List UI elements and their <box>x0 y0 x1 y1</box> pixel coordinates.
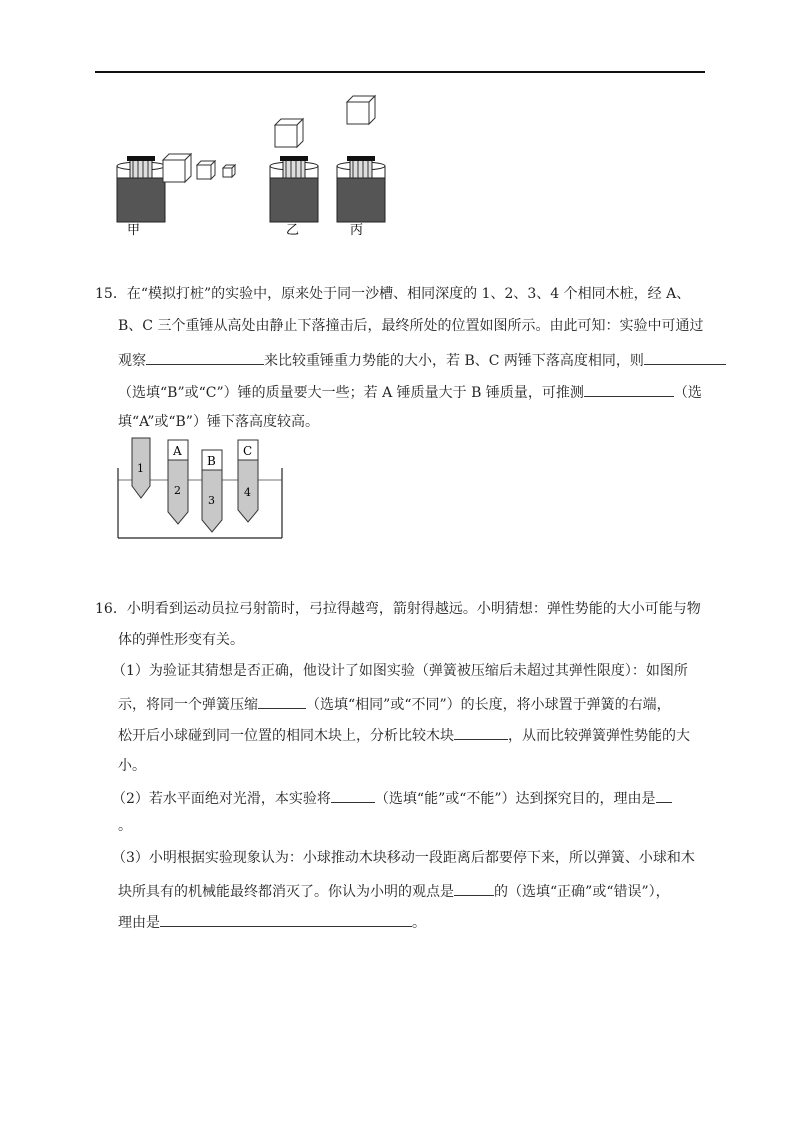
q16-line5-text-a: 松开后小球碰到同一位置的相同木块上，分析比较木块 <box>118 728 454 744</box>
stake-3-label: 3 <box>208 494 215 507</box>
q16-line8: 。 <box>118 818 132 834</box>
q16-blank-reason-2[interactable] <box>656 787 672 803</box>
q15-blank-hammer-bc[interactable] <box>644 349 726 365</box>
cube-above-bing <box>347 96 375 124</box>
figure-containers-cubes <box>105 90 395 240</box>
q16-line4-text-b: （选填“相同”或“不同”）的长度，将小球置于弹簧的右端， <box>306 697 671 713</box>
q16-line11-text-a: 理由是 <box>118 915 160 931</box>
cube-medium <box>197 161 215 179</box>
stake-1-label: 1 <box>137 462 144 475</box>
q16-blank-reason-3[interactable] <box>160 911 412 927</box>
hammer-c-label: C <box>243 444 253 458</box>
q16-line5-text-b: ，从而比较弹簧弹性势能的大 <box>508 728 690 744</box>
q16-blank-compress[interactable] <box>258 693 306 709</box>
stake-4-label: 4 <box>244 486 251 499</box>
figure-sand-piles <box>116 432 288 544</box>
label-bing: 丙 <box>350 223 364 238</box>
q16-line4-text-a: 示，将同一个弹簧压缩 <box>118 697 258 713</box>
stake-2-label: 2 <box>174 484 181 497</box>
q16-line5 <box>118 724 690 746</box>
q16-line9: （3）小明根据实验现象认为：小球推动木块移动一段距离后都要停下来，所以弹簧、小球和木 <box>112 850 695 866</box>
q16-line2: 体的弹性形变有关。 <box>118 632 244 648</box>
q15-blank-hammer-ab[interactable] <box>584 381 674 397</box>
q16-line11-text-b: 。 <box>412 915 426 931</box>
q15-line3 <box>118 349 726 371</box>
q16-line1: 16．小明看到运动员拉弓射箭时，弓拉得越弯，箭射得越远。小明猜想：弹性势能的大小可能与物 <box>95 601 701 617</box>
q16-blank-viewpoint[interactable] <box>454 880 494 896</box>
q16-line10 <box>118 880 670 902</box>
q16-blank-block[interactable] <box>454 724 508 740</box>
container-jia <box>117 156 165 222</box>
q15-line3-text-a: 观察 <box>118 353 146 369</box>
q16-line10-text-a: 块所具有的机械能最终都消灭了。你认为小明的观点是 <box>118 884 454 900</box>
q16-line6: 小。 <box>118 758 146 774</box>
q15-line4-text-b: （选 <box>673 385 702 401</box>
q16-line7 <box>112 787 672 809</box>
q15-line4 <box>118 381 702 403</box>
q16-line3: （1）为验证其猜想是否正确，他设计了如图实验（弹簧被压缩后未超过其弹性限度）：如图所 <box>112 663 688 679</box>
cube-above-yi <box>275 119 303 147</box>
q15-blank-observe[interactable] <box>146 349 264 365</box>
q16-line11 <box>118 911 426 933</box>
q16-line4 <box>118 693 671 715</box>
container-yi <box>270 156 318 222</box>
q16-line7-text-b: （选填“能”或“不能”）达到探究目的，理由是 <box>374 791 656 807</box>
hammer-a-label: A <box>173 444 182 458</box>
header-rule <box>95 71 705 73</box>
q16-blank-can[interactable] <box>331 787 375 803</box>
q15-line4-text-a: （选填“B”或“C”）锤的质量要大一些；若 A 锤质量大于 B 锤质量，可推测 <box>118 385 584 401</box>
cube-large <box>163 154 191 182</box>
q15-line2: B、C 三个重锤从高处由静止下落撞击后，最终所处的位置如图所示。由此可知：实验中可通过 <box>118 318 704 334</box>
cube-small <box>223 165 235 177</box>
label-jia: 甲 <box>127 223 141 238</box>
container-bing <box>337 156 385 222</box>
q15-line1: 15．在“模拟打桩”的实验中，原来处于同一沙槽、相同深度的 1、2、3、4 个相同木桩，经 A、 <box>95 286 691 302</box>
q16-line7-text-a: （2）若水平面绝对光滑，本实验将 <box>112 791 331 807</box>
hammer-b-label: B <box>207 454 216 468</box>
q15-line3-text-b: 来比较重锤重力势能的大小，若 B、C 两锤下落高度相同，则 <box>264 353 644 369</box>
q16-line10-text-b: 的（选填“正确”或“错误”）， <box>494 884 670 900</box>
q15-line5: 填“A”或“B”）锤下落高度较高。 <box>118 414 319 430</box>
label-yi: 乙 <box>286 223 300 238</box>
